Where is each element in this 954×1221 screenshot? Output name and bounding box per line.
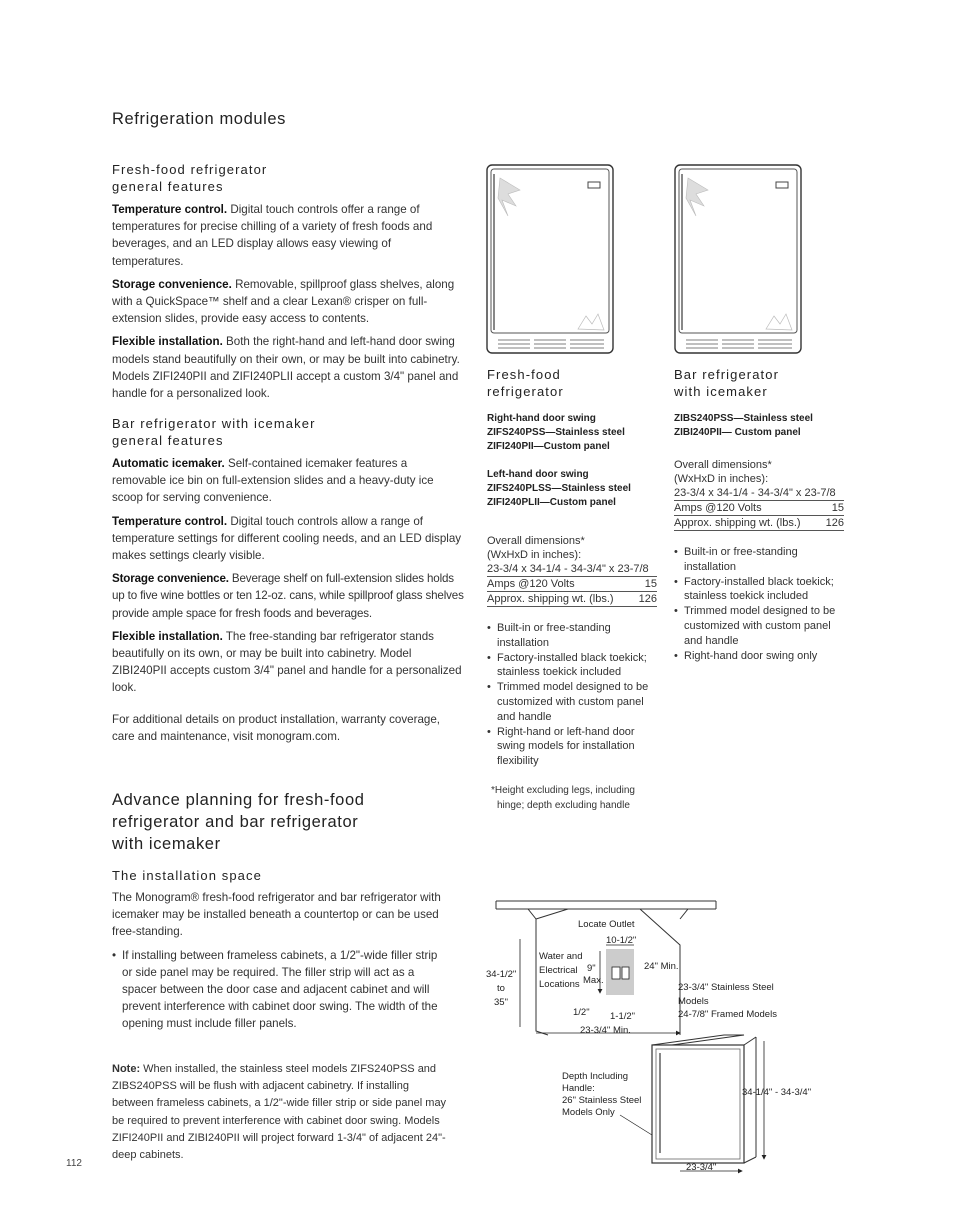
bar-models: ZIBS240PSS—Stainless steel ZIBI240PII— Custom panel — [674, 413, 813, 438]
fresh-bullets — [487, 621, 657, 769]
page-number: 112 — [66, 1158, 82, 1169]
planning-bullet: • If installing between frameless cabinets, a 1/2"-wide filler strip or side panel may be required. The filler strip will act as a spacer between the door case and adjacent cabinet and will prevent interference with cabinet door swing. The width of the opening must include filler panels. — [112, 948, 438, 1031]
list-item: • Right-hand door swing only — [674, 649, 844, 664]
bar-features — [112, 415, 464, 751]
stainless-label-3: 24-7/8" Framed Models — [678, 1009, 777, 1020]
bar-fridge-image — [674, 164, 802, 354]
planning-title: Advance planning for fresh-food refrigerator and bar refrigerator with icemaker — [112, 791, 365, 853]
bar-install-paragraph: Flexible installation. The free-standing bar refrigerator stands beautifully on its own, or may be built into cabinetry. Model ZIBI240PII accepts custom 3/4" panel and handle for a personalized look. — [112, 629, 462, 695]
depth-label-1: Depth Including — [562, 1071, 629, 1082]
fresh-fridge-image — [486, 164, 614, 354]
fresh-spec-table: Overall dimensions* (WxHxD in inches): 23-3/4 x 34-1/4 - 34-3/4" x 23-7/8 Amps @120 Volts 15 Approx. shipping wt. (lbs.) 126 — [487, 535, 657, 605]
fresh-temp-paragraph: Temperature control. Digital touch controls offer a range of temperatures for precise chilling of a variety of fresh foods and beverages, and an LED display allows easy viewing of temperatures. — [112, 203, 433, 268]
list-item: • Factory-installed black toekick; stainless toekick included — [674, 575, 844, 605]
twentyfour-min-label: 24" Min. — [644, 961, 679, 972]
list-item: • Trimmed model designed to be customized with custom panel and handle — [487, 680, 657, 724]
planning-intro: The Monogram® fresh-food refrigerator and bar refrigerator with icemaker may be installed beneath a countertop or can be used free-standing. — [112, 891, 441, 939]
fresh-features — [112, 161, 462, 408]
depth-label-3: 26" Stainless Steel — [562, 1095, 642, 1106]
installation-space-heading: The installation space — [112, 868, 262, 883]
list-item: • Trimmed model designed to be customized with custom panel and handle — [674, 604, 844, 648]
section-title: Refrigeration modules — [112, 110, 287, 128]
water-label-1: Water and — [539, 951, 583, 962]
fresh-models-left: Left-hand door swing ZIFS240PLSS—Stainless steel ZIFI240PLII—Custom panel — [487, 469, 631, 508]
bar-product-column — [674, 366, 844, 663]
bar-features-heading: Bar refrigerator with icemaker general features — [112, 416, 316, 448]
list-item: • Factory-installed black toekick; stainless toekick included — [487, 651, 657, 681]
half-label: 1/2" — [573, 1007, 590, 1018]
additional-details: For additional details on product installation, warranty coverage, care and maintenance, visit monogram.com. — [112, 712, 441, 743]
planning-body — [112, 889, 450, 1039]
installation-diagram — [480, 895, 840, 1177]
bar-bullets — [674, 545, 844, 663]
height-label-1: 34-1/2" — [486, 969, 517, 980]
stainless-label-2: Models — [678, 996, 709, 1007]
bar-product-title: Bar refrigerator with icemaker — [674, 367, 780, 399]
bar-spec-table: Overall dimensions* (WxHxD in inches): 23-3/4 x 34-1/4 - 34-3/4" x 23-7/8 Amps @120 Volts 15 Approx. shipping wt. (lbs.) 126 — [674, 459, 844, 529]
list-item: • Built-in or free-standing installation — [674, 545, 844, 575]
fresh-features-heading: Fresh-food refrigerator general features — [112, 162, 268, 194]
list-item: • Built-in or free-standing installation — [487, 621, 657, 651]
unit-width-label: 23-3/4" — [686, 1162, 717, 1173]
water-label-2: Electrical — [539, 965, 578, 976]
fresh-models-right: Right-hand door swing ZIFS240PSS—Stainless steel ZIFI240PII—Custom panel — [487, 413, 625, 452]
bar-temp-paragraph: Temperature control. Digital touch controls allow a range of temperature settings for different cooling needs, and an LED display makes settings clearly visible. — [112, 514, 462, 563]
planning-note: Note: When installed, the stainless steel models ZIFS240PSS and ZIBS240PSS will be flush with adjacent cabinetry. If installing between frameless cabinets, a 1/2"-wide filler strip or side panel may be required to prevent interference with cabinet door swing. Models ZIFI240PII and ZIBI240PII will project forward 1-3/4" of adjacent 24"-deep cabinets. — [112, 1063, 447, 1162]
depth-label-2: Handle: — [562, 1083, 595, 1094]
list-item: • Right-hand or left-hand door swing models for installation flexibility — [487, 725, 657, 769]
depth-label-4: Models Only — [562, 1107, 615, 1118]
max-label: Max. — [583, 975, 604, 986]
water-label-3: Locations — [539, 979, 580, 990]
nine-label: 9" — [587, 963, 596, 974]
fresh-product-title: Fresh-food refrigerator — [487, 367, 564, 399]
fresh-product-column — [487, 366, 657, 813]
height-label-3: 35" — [494, 997, 508, 1008]
ten-half-label: 10-1/2" — [606, 935, 637, 946]
width-min-label: 23-3/4" Min. — [580, 1025, 631, 1036]
bar-icemaker-paragraph: Automatic icemaker. Self-contained icemaker features a removable ice bin on full-extension slides and a heavy-duty ice scoop for serving convenience. — [112, 457, 434, 505]
locate-outlet-label: Locate Outlet — [578, 919, 635, 930]
bar-storage-paragraph: Storage convenience. Beverage shelf on full-extension slides holds up to five wine bottles or ten 12-oz. cans, while spillproof glass shelves provide ample space for fresh foods and beverages. — [112, 572, 464, 620]
footnote: *Height excluding legs, including hinge; depth excluding handle — [491, 784, 635, 811]
one-half-label: 1-1/2" — [610, 1011, 636, 1022]
height-label-2: to — [497, 983, 505, 994]
stainless-label-1: 23-3/4" Stainless Steel — [678, 982, 774, 993]
fresh-storage-paragraph: Storage convenience. Removable, spillproof glass shelves, along with a QuickSpace™ shelf and a clear Lexan® crisper on full-extension slides, provide easy access to contents. — [112, 277, 455, 326]
unit-height-label: 34-1/4" - 34-3/4" — [742, 1087, 812, 1098]
fresh-install-paragraph: Flexible installation. Both the right-hand and left-hand door swing models stand beautifully on their own, or may be built into cabinetry. Models ZIFI240PII and ZIFI240PLII accept a custom 3/4" panel and handle for a personalized look. — [112, 335, 460, 401]
